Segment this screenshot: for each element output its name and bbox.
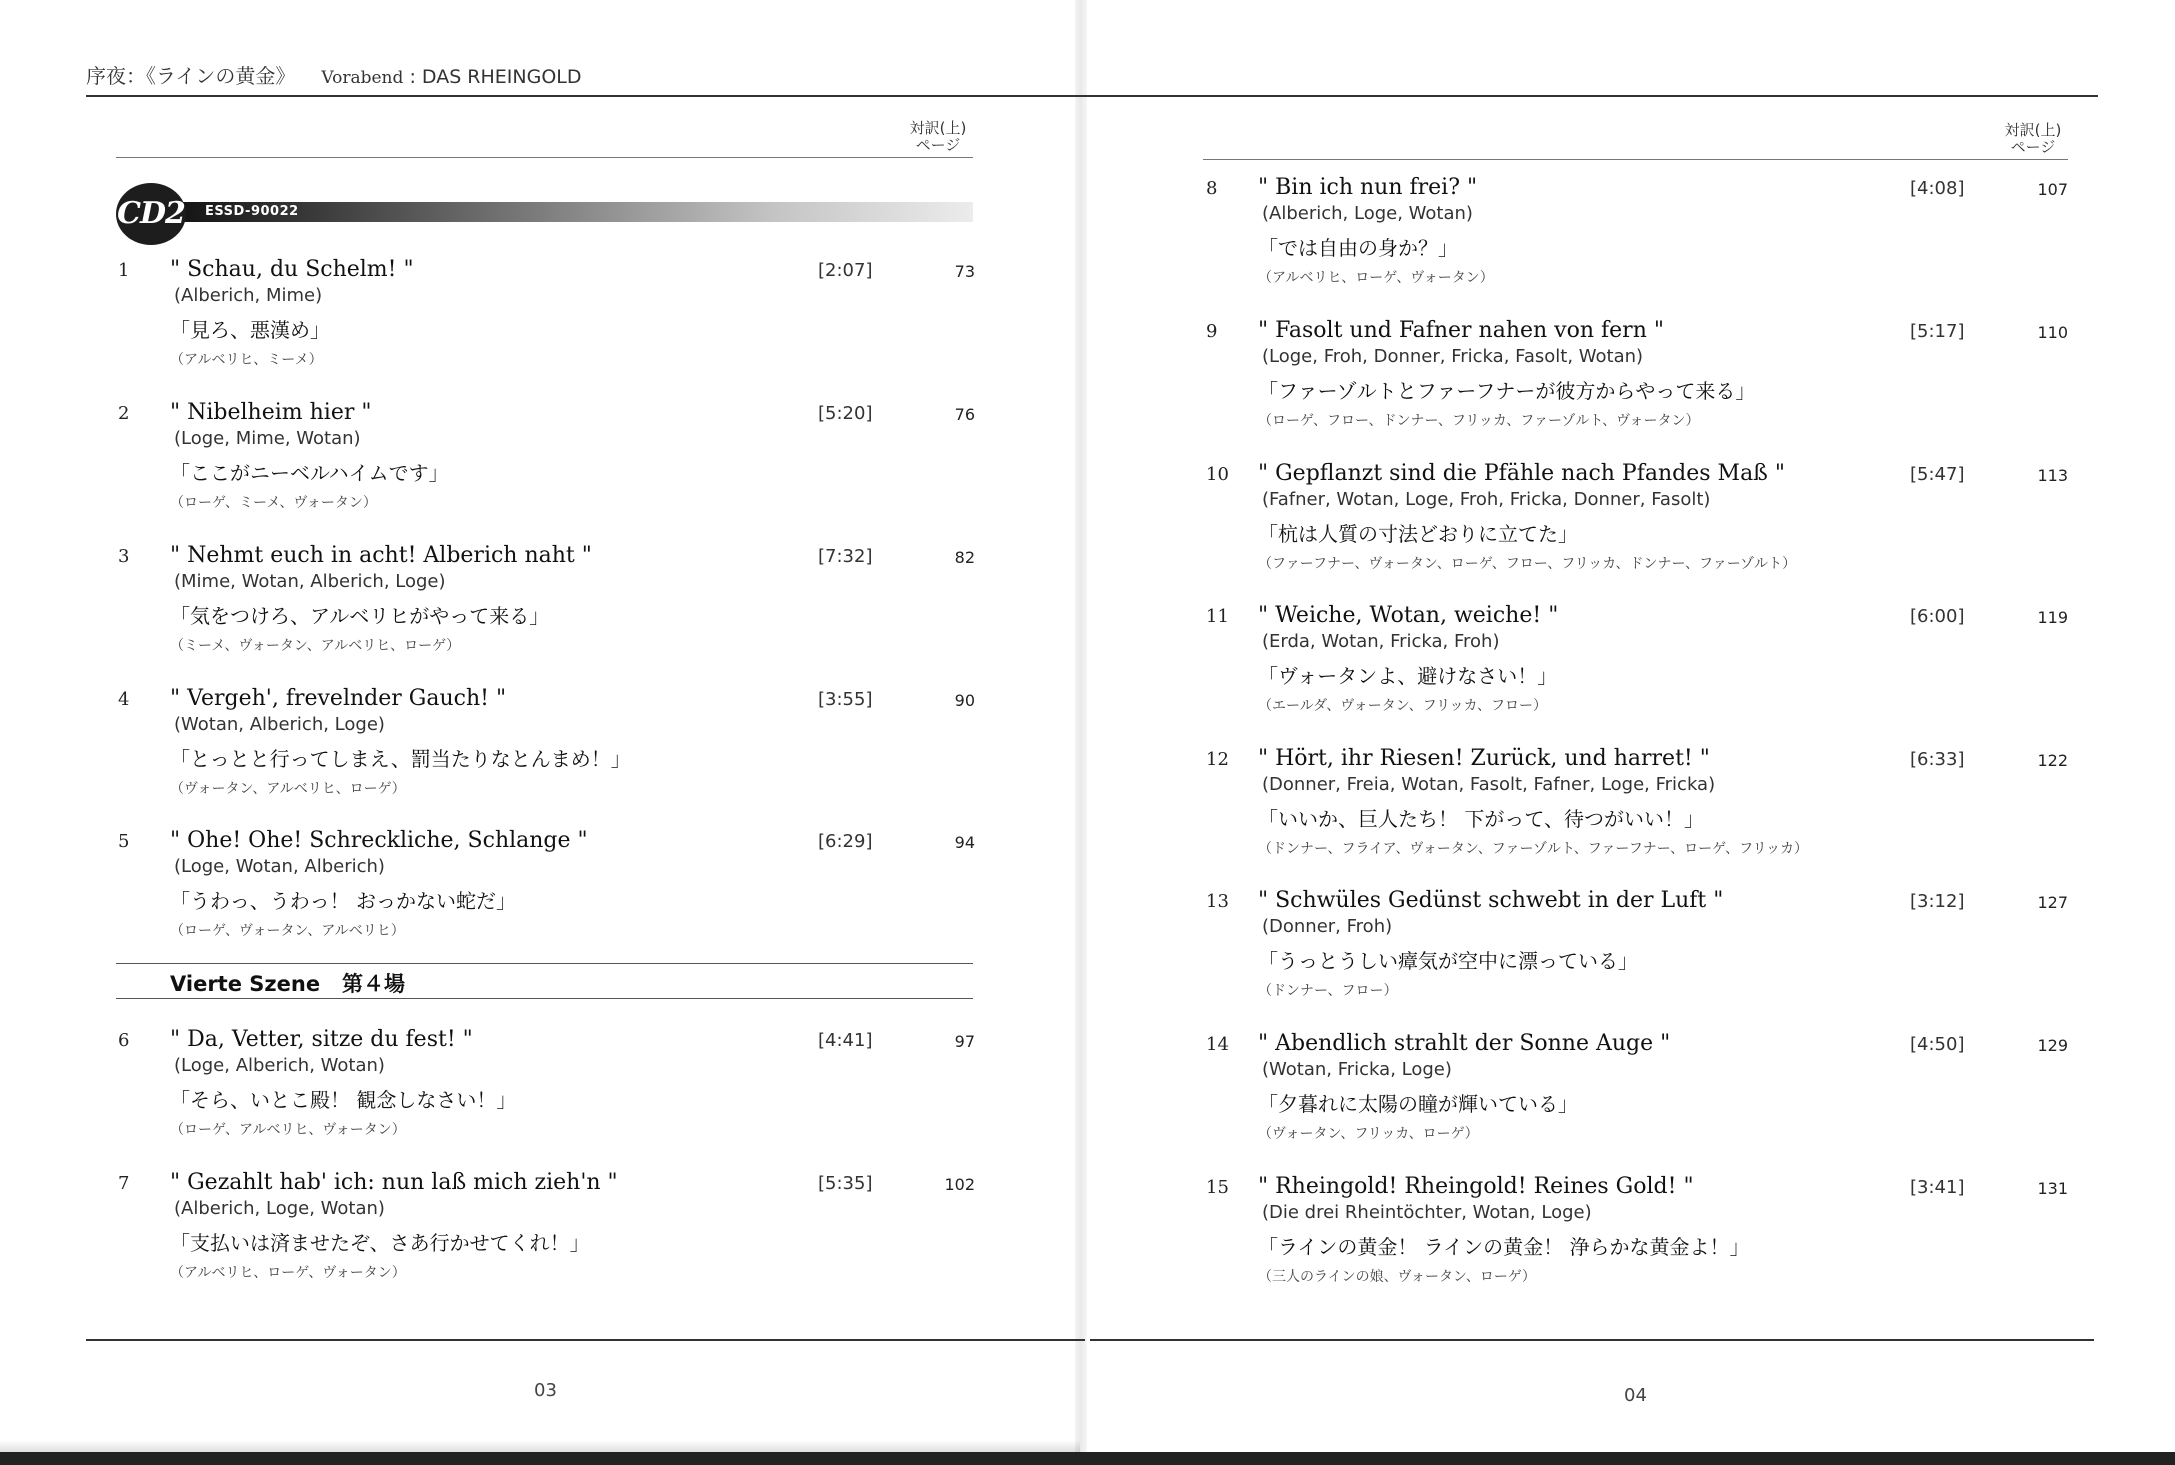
track-libretto-page: 102 <box>944 1175 975 1194</box>
track-title-ja: 「ラインの黄金！ ラインの黄金！ 浄らかな黄金よ！」 <box>1258 1235 1750 1259</box>
track-title-ja: 「支払いは済ませたぞ、さあ行かせてくれ！」 <box>170 1231 590 1255</box>
track-title: " Nehmt euch in acht! Alberich naht " <box>170 543 592 568</box>
column-header-line2: ページ <box>915 136 961 154</box>
track-number: 7 <box>118 1173 130 1194</box>
track-roles-ja: （アルベリヒ、ミーメ） <box>170 352 323 368</box>
track-roles: (Donner, Froh) <box>1262 916 1393 937</box>
scan-bottom-edge <box>0 1452 2175 1465</box>
column-header-right <box>1998 122 2068 156</box>
track-libretto-page: 107 <box>2037 180 2068 199</box>
track-roles: (Loge, Froh, Donner, Fricka, Fasolt, Wotan) <box>1262 346 1644 367</box>
track-duration: [5:35] <box>818 1173 873 1194</box>
track-title: " Abendlich strahlt der Sonne Auge " <box>1258 1031 1671 1056</box>
track-number: 4 <box>118 689 130 710</box>
track-libretto-page: 82 <box>954 548 975 567</box>
scene-rule-top <box>116 963 973 964</box>
running-head-ja: 序夜：《ラインの黄金》 <box>86 64 296 88</box>
cd-catalog-number: ESSD-90022 <box>205 204 299 219</box>
column-header-line1: 対訳(上) <box>909 119 967 137</box>
track-libretto-page: 90 <box>954 691 975 710</box>
track-roles: (Loge, Mime, Wotan) <box>174 428 361 449</box>
track-duration: [3:55] <box>818 689 873 710</box>
track-libretto-page: 127 <box>2037 893 2068 912</box>
track-libretto-page: 122 <box>2037 751 2068 770</box>
track-number: 5 <box>118 831 130 852</box>
track-libretto-page: 129 <box>2037 1036 2068 1055</box>
track-libretto-page: 73 <box>954 262 975 281</box>
track-number: 9 <box>1206 321 1218 342</box>
track-title: " Gezahlt hab' ich: nun laß mich zieh'n " <box>170 1170 618 1195</box>
page-number-left: 03 <box>534 1380 557 1401</box>
track-title: " Bin ich nun frei? " <box>1258 175 1478 200</box>
track-libretto-page: 97 <box>954 1032 975 1051</box>
track-title: " Nibelheim hier " <box>170 400 372 425</box>
track-duration: [4:08] <box>1910 178 1965 199</box>
track-roles-ja: （ヴォータン、フリッカ、ローゲ） <box>1258 1126 1479 1142</box>
track-number: 6 <box>118 1030 130 1051</box>
track-number: 15 <box>1206 1177 1229 1198</box>
track-roles: (Loge, Wotan, Alberich) <box>174 856 385 877</box>
column-header-rule-right <box>1203 159 2068 160</box>
track-roles-ja: （ファーフナー、ヴォータン、ローゲ、フロー、フリッカ、ドンナー、ファーゾルト） <box>1258 556 1797 572</box>
track-roles-ja: （三人のラインの娘、ヴォータン、ローゲ） <box>1258 1269 1536 1285</box>
track-duration: [5:20] <box>818 403 873 424</box>
footer-rule-left <box>86 1339 1085 1341</box>
track-title: " Da, Vetter, sitze du fest! " <box>170 1027 473 1052</box>
track-roles: (Alberich, Mime) <box>174 285 323 306</box>
track-roles-ja: （ドンナー、フロー） <box>1258 983 1398 999</box>
track-title-ja: 「いいか、巨人たち！ 下がって、待つがいい！」 <box>1258 807 1704 831</box>
track-libretto-page: 94 <box>954 833 975 852</box>
column-header-left <box>903 120 973 154</box>
page-gutter <box>1075 0 1087 1465</box>
track-roles-ja: （ミーメ、ヴォータン、アルベリヒ、ローゲ） <box>170 638 461 654</box>
track-title-ja: 「夕暮れに太陽の瞳が輝いている」 <box>1258 1092 1578 1116</box>
track-title-ja: 「うっとうしい瘴気が空中に漂っている」 <box>1258 949 1638 973</box>
track-duration: [5:17] <box>1910 321 1965 342</box>
track-title-ja: 「ヴォータンよ、避けなさい！」 <box>1258 664 1558 688</box>
track-title-ja: 「うわっ、うわっ！ おっかない蛇だ」 <box>170 889 516 913</box>
track-duration: [5:47] <box>1910 464 1965 485</box>
track-libretto-page: 76 <box>954 405 975 424</box>
scene-heading-de: Vierte Szene <box>170 972 321 996</box>
track-title: " Fasolt und Fafner nahen von fern " <box>1258 318 1664 343</box>
track-roles-ja: （ローゲ、フロー、ドンナー、フリッカ、ファーゾルト、ヴォータン） <box>1258 413 1700 429</box>
track-number: 14 <box>1206 1034 1229 1055</box>
track-libretto-page: 131 <box>2037 1179 2068 1198</box>
track-roles: (Alberich, Loge, Wotan) <box>174 1198 385 1219</box>
scene-heading-ja: 第４場 <box>342 972 405 996</box>
track-libretto-page: 113 <box>2037 466 2068 485</box>
track-title: " Schwüles Gedünst schwebt in der Luft " <box>1258 888 1724 913</box>
track-roles: (Fafner, Wotan, Loge, Froh, Fricka, Donner, Fasolt) <box>1262 489 1711 510</box>
track-title: " Ohe! Ohe! Schreckliche, Schlange " <box>170 828 588 853</box>
track-duration: [4:41] <box>818 1030 873 1051</box>
track-title: " Hört, ihr Riesen! Zurück, und harret! " <box>1258 746 1710 771</box>
track-duration: [4:50] <box>1910 1034 1965 1055</box>
track-duration: [2:07] <box>818 260 873 281</box>
track-title-ja: 「杭は人質の寸法どおりに立てた」 <box>1258 522 1578 546</box>
track-title: " Weiche, Wotan, weiche! " <box>1258 603 1559 628</box>
footer-rule-right <box>1090 1339 2094 1341</box>
column-header-line2: ページ <box>2010 138 2056 156</box>
track-duration: [6:29] <box>818 831 873 852</box>
track-number: 11 <box>1206 606 1229 627</box>
track-title-ja: 「ここがニーベルハイムです」 <box>170 461 449 485</box>
track-roles-ja: （アルベリヒ、ローゲ、ヴォータン） <box>170 1265 406 1281</box>
track-title-ja: 「気をつけろ、アルベリヒがやって来る」 <box>170 604 550 628</box>
track-title: " Vergeh', frevelnder Gauch! " <box>170 686 507 711</box>
track-roles: (Wotan, Alberich, Loge) <box>174 714 385 735</box>
track-duration: [3:12] <box>1910 891 1965 912</box>
track-libretto-page: 110 <box>2037 323 2068 342</box>
page-number-right: 04 <box>1624 1385 1647 1406</box>
running-head-en-label: Vorabend <box>321 68 404 88</box>
track-roles-ja: （アルベリヒ、ローゲ、ヴォータン） <box>1258 270 1494 286</box>
column-header-line1: 対訳(上) <box>2004 121 2062 139</box>
track-roles: (Loge, Alberich, Wotan) <box>174 1055 385 1076</box>
track-roles-ja: （ヴォータン、アルベリヒ、ローゲ） <box>170 781 406 797</box>
track-roles-ja: （ローゲ、ヴォータン、アルベリヒ） <box>170 923 405 939</box>
track-number: 2 <box>118 403 130 424</box>
track-roles: (Donner, Freia, Wotan, Fasolt, Fafner, Loge, Fricka) <box>1262 774 1716 795</box>
track-roles-ja: （ローゲ、ミーメ、ヴォータン） <box>170 495 377 511</box>
track-roles-ja: （エールダ、ヴォータン、フリッカ、フロー） <box>1258 698 1547 714</box>
running-head-en-title: : DAS RHEINGOLD <box>409 66 582 88</box>
track-title: " Rheingold! Rheingold! Reines Gold! " <box>1258 1174 1694 1199</box>
track-number: 3 <box>118 546 130 567</box>
track-title-ja: 「では自由の身か？」 <box>1258 236 1458 260</box>
track-roles: (Wotan, Fricka, Loge) <box>1262 1059 1452 1080</box>
track-title-ja: 「見ろ、悪漢め」 <box>170 318 330 342</box>
track-duration: [7:32] <box>818 546 873 567</box>
header-rule <box>86 95 2098 97</box>
running-head <box>86 60 582 89</box>
running-head-en <box>321 66 581 88</box>
track-roles: (Die drei Rheintöchter, Wotan, Loge) <box>1262 1202 1592 1223</box>
track-title-ja: 「ファーゾルトとファーフナーが彼方からやって来る」 <box>1258 379 1756 403</box>
track-number: 13 <box>1206 891 1229 912</box>
track-roles-ja: （ドンナー、フライア、ヴォータン、ファーゾルト、ファーフナー、ローゲ、フリッカ） <box>1258 841 1809 857</box>
track-roles: (Mime, Wotan, Alberich, Loge) <box>174 571 446 592</box>
track-title: " Gepflanzt sind die Pfähle nach Pfandes Maß " <box>1258 461 1785 486</box>
cd-badge: CD2 <box>116 183 186 245</box>
track-title: " Schau, du Schelm! " <box>170 257 414 282</box>
track-number: 10 <box>1206 464 1229 485</box>
track-roles: (Erda, Wotan, Fricka, Froh) <box>1262 631 1500 652</box>
scene-heading <box>170 968 405 998</box>
track-duration: [6:00] <box>1910 606 1965 627</box>
track-libretto-page: 119 <box>2037 608 2068 627</box>
track-title-ja: 「とっとと行ってしまえ、罰当たりなとんまめ！」 <box>170 747 631 771</box>
track-duration: [6:33] <box>1910 749 1965 770</box>
column-header-rule-left <box>116 157 973 158</box>
track-number: 1 <box>118 260 130 281</box>
scene-rule-bottom <box>116 998 973 999</box>
track-number: 8 <box>1206 178 1218 199</box>
track-number: 12 <box>1206 749 1229 770</box>
track-roles: (Alberich, Loge, Wotan) <box>1262 203 1473 224</box>
track-title-ja: 「そら、いとこ殿！ 観念しなさい！」 <box>170 1088 517 1112</box>
track-roles-ja: （ローゲ、アルベリヒ、ヴォータン） <box>170 1122 406 1138</box>
track-duration: [3:41] <box>1910 1177 1965 1198</box>
